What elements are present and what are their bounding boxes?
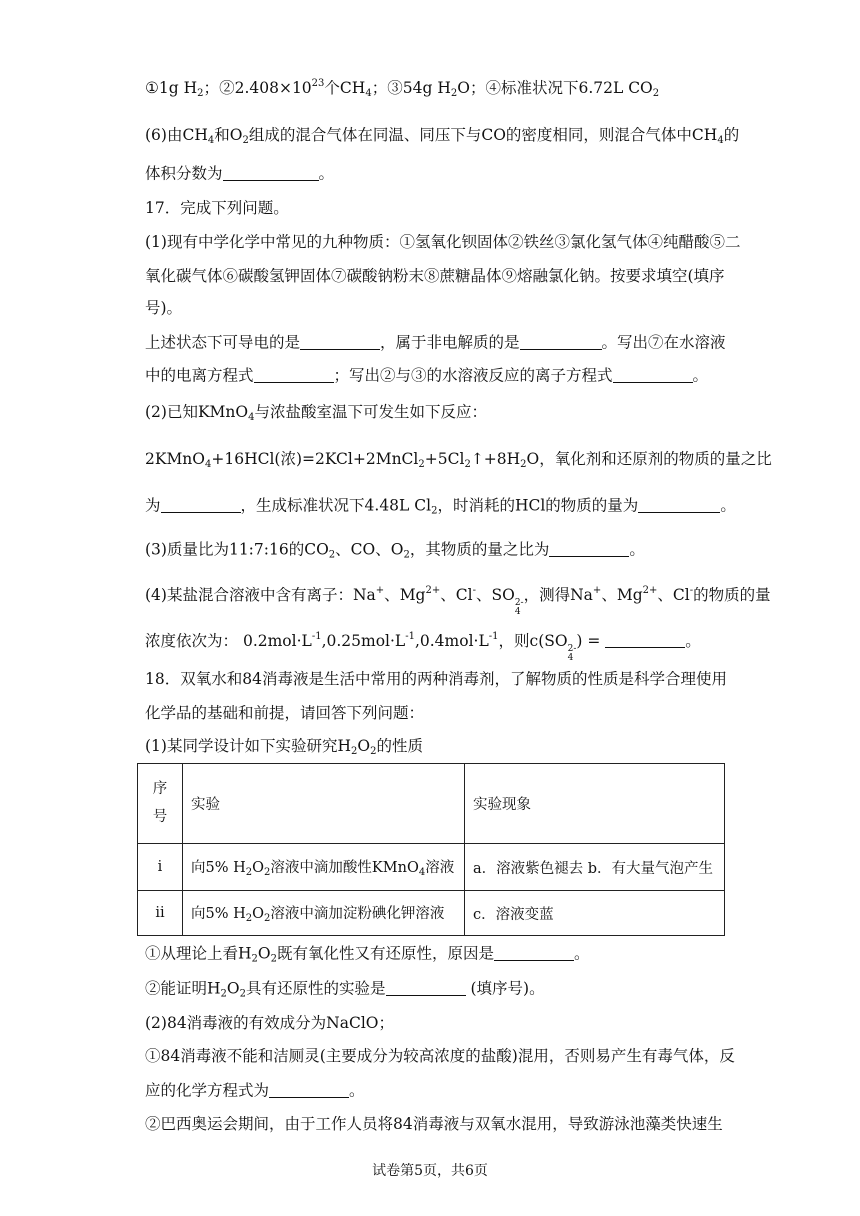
q18-2-line2 (145, 1081, 365, 1100)
concentration: ,0.25mol·L (321, 632, 406, 650)
answer-blank[interactable] (269, 1081, 349, 1098)
page-footer: 试卷第5页，共6页 (372, 1163, 488, 1179)
text: 组成的混合气体在同温、同压下与CO的密度相同，则混合气体中 (248, 126, 692, 144)
subscript: 2 (197, 88, 204, 99)
ion: Na (570, 586, 593, 604)
ion: Cl (455, 586, 473, 604)
separator: 、 (384, 586, 400, 604)
text: (填序号)。 (470, 979, 545, 998)
subscript: 2 (270, 953, 278, 965)
table-row (138, 891, 725, 936)
sub-sup-stack (515, 599, 524, 617)
formula: +16HCl(浓)=2KCl+2MnCl (211, 450, 419, 468)
q18-line1: 18．双氧水和84消毒液是生活中常用的两种消毒剂，了解物质的性质是科学合理使用 (145, 670, 727, 688)
ion: Cl (672, 586, 690, 604)
text: 。 (349, 1081, 365, 1100)
text: 中的电离方程式 (145, 366, 254, 385)
text: ②能证明 (145, 979, 208, 998)
subscript: 4 (418, 867, 426, 878)
formula: O (390, 540, 404, 559)
formula: KMnO (197, 403, 249, 421)
text: 和 (214, 126, 230, 144)
superscript: 2- (514, 598, 524, 608)
superscript: -1 (488, 631, 499, 642)
row-observation: c．溶液变蓝 (465, 891, 725, 936)
formula: O (252, 860, 265, 876)
subscript: 2 (245, 867, 253, 878)
answer-blank[interactable] (386, 979, 466, 996)
formula: O (226, 979, 240, 998)
text: 的物质的量 (693, 586, 771, 604)
text: 。写出⑦在水溶液 (601, 333, 726, 352)
answer-blank[interactable] (254, 366, 334, 383)
text: 号 (152, 808, 168, 825)
item-marker: ② (219, 79, 235, 97)
ch4-count: 2.408×10 (234, 79, 312, 97)
q17-3-line (145, 540, 645, 562)
q17-4-line1 (145, 585, 771, 617)
q18-2-title: (2)84消毒液的有效成分为NaClO； (145, 1014, 395, 1032)
answer-blank[interactable] (520, 333, 602, 350)
formula: O (357, 737, 371, 755)
header-cell-experiment: 实验 (183, 764, 465, 844)
ion: Mg (616, 586, 643, 604)
subscript: 4 (207, 135, 215, 146)
text: 具有还原性的实验是 (246, 979, 386, 998)
text: = (582, 632, 606, 650)
formula: H (233, 860, 246, 876)
ion: SO (491, 586, 515, 604)
subscript: 2 (464, 459, 471, 470)
answer-blank[interactable] (494, 944, 574, 961)
text: ，则 (498, 632, 530, 650)
h2o-mass: 54g (402, 79, 433, 97)
text: 。 (692, 366, 709, 385)
text: ，其物质的量之比为 (409, 540, 550, 559)
formula: CH (182, 126, 208, 144)
superscript: + (375, 585, 385, 596)
text: ①从理论上看 (145, 944, 239, 963)
formula: H (238, 944, 252, 963)
text: 溶液中滴加酸性KMnO (270, 860, 419, 876)
q17-1-line3: 号)。 (145, 299, 183, 317)
text: 为 (145, 496, 161, 515)
superscript: - (689, 585, 694, 596)
text: (4)某盐混合溶液中含有离子： (145, 586, 353, 604)
experiment-table (137, 763, 725, 936)
subscript: 2 (220, 988, 227, 1000)
answer-blank[interactable] (300, 333, 380, 350)
text: 。 (685, 632, 701, 650)
text: ，属于非电解质的是 (380, 333, 520, 352)
superscript: -1 (311, 631, 322, 642)
text: 向5% (191, 906, 229, 922)
text: ，氧化剂和还原剂的物质的量之比 (539, 450, 772, 468)
subscript: 2 (351, 746, 358, 757)
answer-blank[interactable] (605, 632, 685, 649)
h2o-formula: H (437, 79, 451, 97)
q17-2-line1 (145, 403, 487, 424)
formula: H (337, 737, 351, 755)
answer-blank[interactable] (613, 366, 693, 383)
h2-formula: H (183, 79, 198, 97)
text: 既有氧化性又有还原性，原因是 (277, 944, 495, 963)
text: 向5% (191, 860, 229, 876)
row-observation: a．溶液紫色褪去 b．有大量气泡产生 (465, 844, 725, 891)
header-cell-no (138, 764, 183, 844)
text: 上述状态下可导电的是 (145, 333, 301, 352)
table-row (138, 844, 725, 891)
header-cell-observation: 实验现象 (465, 764, 725, 844)
q17-4-line2 (145, 631, 701, 663)
text: (6)由 (145, 126, 183, 144)
text: 体积分数为 (145, 164, 223, 183)
superscript: -1 (405, 631, 415, 642)
formula: H (207, 979, 221, 998)
text: 与浓盐酸室温下可发生如下反应： (254, 403, 487, 421)
subscript: 2 (520, 459, 527, 470)
text: ，时消耗的HCl的物质的量为 (437, 496, 639, 515)
subscript: 2 (251, 953, 258, 965)
q18-2-line3: ②巴西奥运会期间，由于工作人员将84消毒液与双氧水混用，导致游泳池藻类快速生 (145, 1115, 723, 1133)
text: c( (529, 632, 545, 650)
q16-items-line (145, 78, 659, 100)
table-header-row (138, 764, 725, 844)
text: 的性质 (376, 737, 423, 755)
q18-1-sub2 (145, 979, 545, 1001)
q17-1-line1: (1)现有中学化学中常见的九种物质：①氢氧化钡固体②铁丝③氯化氢气体④纯醋酸⑤二 (145, 233, 741, 251)
h2-mass: 1g (158, 79, 179, 97)
separator: ； (371, 79, 388, 97)
text: 的 (723, 126, 740, 144)
subscript: 2 (431, 505, 438, 517)
ion: Na (352, 586, 376, 604)
text: 。 (629, 540, 645, 559)
separator: 、 (601, 586, 617, 604)
separator: 、 (475, 586, 492, 604)
subscript: 2 (264, 867, 271, 878)
subscript: 2 (652, 88, 660, 99)
subscript: 4 (248, 412, 255, 423)
text: 溶液中滴加淀粉碘化钾溶液 (270, 906, 445, 922)
q17-1-line5 (145, 366, 708, 385)
superscript: 2+ (642, 585, 658, 596)
text: 、CO、 (335, 540, 391, 559)
row-number: i (138, 844, 183, 891)
concentration: 0.2mol·L (242, 632, 312, 650)
text: 应的化学方程式为 (145, 1081, 270, 1100)
subscript: 2 (403, 549, 410, 561)
formula: 2KMnO (145, 450, 206, 468)
subscript: 2 (264, 913, 271, 924)
text: 溶液 (425, 860, 455, 876)
subscript: 2 (370, 746, 377, 757)
formula: CH (691, 126, 718, 144)
ion: SO (544, 632, 568, 650)
q18-2-line1: ①84消毒液不能和洁厕灵(主要成分为较高浓度的盐酸)混用，否则易产生有毒气体，反 (145, 1047, 735, 1065)
superscript: 2+ (425, 585, 441, 596)
row-experiment (183, 891, 465, 936)
ch4-formula: CH (339, 79, 366, 97)
text: ) (576, 632, 583, 650)
unit: 个 (324, 79, 340, 97)
item-marker: ④ (485, 79, 501, 97)
formula: O (229, 126, 243, 144)
formula: O (526, 450, 540, 468)
subscript: 4 (205, 459, 212, 470)
formula: +5Cl (424, 450, 465, 468)
text: (1)某同学设计如下实验研究 (145, 737, 338, 755)
formula: ↑+8H (470, 450, 521, 468)
separator: ； (203, 79, 220, 97)
h2o-formula-o: O (457, 79, 470, 97)
text: ；写出②与③的水溶液反应的离子方程式 (333, 366, 613, 385)
text: 序 (152, 780, 168, 797)
subscript: 2 (245, 913, 253, 924)
q17-2-equation (145, 450, 772, 471)
ion: Mg (399, 586, 426, 604)
superscript: - (472, 585, 476, 596)
subscript: 4 (365, 88, 372, 99)
q18-line2: 化学品的基础和前提，请回答下列问题： (145, 704, 425, 722)
q16-6-line2 (145, 164, 334, 183)
subscript: 2 (418, 459, 425, 470)
q17-1-line2: 氧化碳气体⑥碳酸氢钾固体⑦碳酸钠粉末⑧蔗糖晶体⑨熔融氯化钠。按要求填空(填序 (145, 267, 725, 285)
superscript: 23 (311, 78, 325, 89)
q18-1-title (145, 737, 423, 758)
concentration: ,0.4mol·L (414, 632, 489, 650)
subscript: 4 (717, 135, 724, 146)
answer-blank[interactable] (549, 540, 629, 557)
subscript: 4 (567, 653, 574, 663)
superscript: 2- (567, 644, 577, 654)
item-marker: ③ (387, 79, 403, 97)
text: (2)已知 (145, 403, 198, 421)
subscript: 2 (450, 88, 458, 99)
co2-text: 标准状况下6.72L CO (500, 79, 653, 97)
text: 。 (720, 496, 736, 515)
separator: ； (469, 79, 486, 97)
superscript: + (592, 585, 602, 596)
formula: CO (304, 540, 329, 559)
q17-1-line4 (145, 333, 726, 352)
row-number: ii (138, 891, 183, 936)
subscript: 4 (514, 607, 521, 617)
formula: H (233, 906, 246, 922)
subscript: 2 (242, 135, 249, 146)
subscript: 2 (239, 988, 247, 1000)
q16-6-line1 (145, 126, 739, 147)
q18-1-sub1 (145, 944, 590, 966)
q17-2-line3 (145, 496, 736, 518)
formula: 4.48L Cl (364, 496, 432, 515)
text: 。 (574, 944, 590, 963)
text: ，测得 (523, 586, 571, 604)
formula: O (257, 944, 271, 963)
answer-blank[interactable] (638, 496, 720, 513)
separator: 、 (657, 586, 673, 604)
text: ，生成标准状况下 (240, 496, 365, 515)
text: 浓度依次为： (145, 632, 239, 650)
separator: 、 (440, 586, 456, 604)
item-marker: ① (145, 79, 159, 97)
text: 。 (318, 164, 335, 183)
q17-title: 17．完成下列问题。 (145, 199, 289, 217)
formula: O (252, 906, 265, 922)
answer-blank[interactable] (223, 164, 319, 181)
text: (3)质量比为11:7:16的 (145, 540, 305, 559)
subscript: 2 (328, 549, 336, 561)
row-experiment (183, 844, 465, 891)
answer-blank[interactable] (161, 496, 241, 513)
